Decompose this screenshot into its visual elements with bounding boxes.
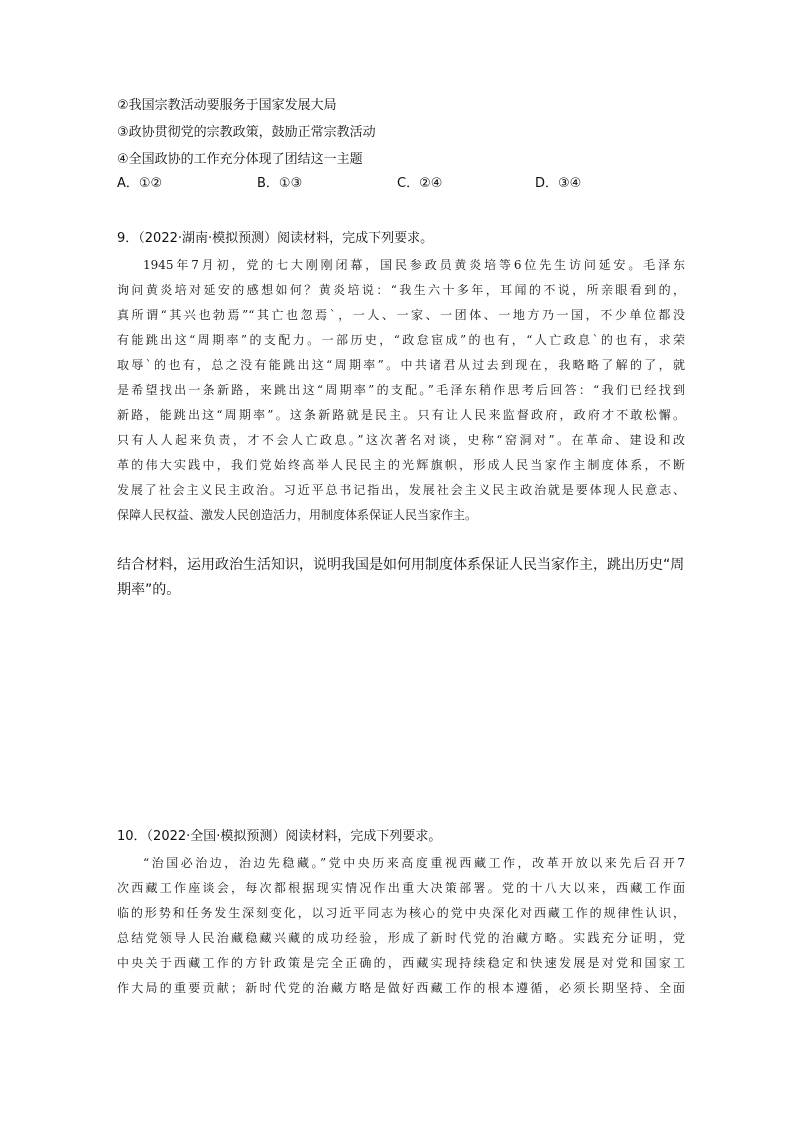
task-line: 结合材料，运用政治生活知识，说明我国是如何用制度体系保证人民当家作主，跳出历史“周	[117, 557, 685, 573]
material-line: 次西藏工作座谈会，每次都根据现实情况作出重大决策部署。党的十八大以来，西藏工作面	[117, 881, 685, 895]
material-line: 真所谓“其兴也勃焉”“其亡也忽焉`，一人、一家、一团体、一地方乃一国，不少单位都没	[117, 308, 685, 322]
choice-a: A．①②	[117, 176, 163, 191]
task-line: 期率”的。	[117, 582, 181, 598]
material-line: 只有人人起来负责，才不会人亡政息。”这次著名对谈，史称“窑洞对”。在革命、建设和改	[117, 433, 685, 447]
q10-material	[117, 851, 685, 1001]
q8-statement-3: ③政协贯彻党的宗教政策，鼓励正常宗教活动	[117, 125, 376, 140]
material-line: 保障人民权益、激发人民创造活力，用制度体系保证人民当家作主。	[117, 508, 478, 522]
material-line: 1945年7月初，党的七大刚刚闭幕，国民参政员黄炎培等6位先生访问延安。毛泽东	[143, 258, 685, 272]
choice-d: D．③④	[535, 176, 582, 191]
material-line: 新路，能跳出这“周期率”。这条新路就是民主。只有让人民来监督政府，政府才不敢松懈。	[117, 408, 685, 422]
q8-statement-4: ④全国政协的工作充分体现了团结这一主题	[117, 152, 363, 167]
material-line: 总结党领导人民治藏稳藏兴藏的成功经验，形成了新时代党的治藏方略。实践充分证明，党	[117, 931, 685, 945]
material-line: 发展了社会主义民主政治。习近平总书记指出，发展社会主义民主政治就是要体现人民意志、	[117, 483, 685, 497]
material-line: 询问黄炎培对延安的感想如何？黄炎培说：“我生六十多年，耳闻的不说，所亲眼看到的，	[117, 283, 685, 297]
q9-material	[117, 253, 685, 528]
q9-title: 9．（2022·湖南·模拟预测）阅读材料，完成下列要求。	[117, 231, 434, 246]
q8-statement-2: ②我国宗教活动要服务于国家发展大局	[117, 98, 337, 113]
material-line: 中央关于西藏工作的方针政策是完全正确的，西藏实现持续稳定和快速发展是对党和国家工	[117, 956, 685, 970]
material-line: 有能跳出这“周期率”的支配力。一部历史，“政怠宦成”的也有，“人亡政息`的也有，求荣	[117, 333, 685, 347]
q10-title: 10．（2022·全国·模拟预测）阅读材料，完成下列要求。	[117, 829, 442, 844]
material-line: 临的形势和任务发生深刻变化，以习近平同志为核心的党中央深化对西藏工作的规律性认识，	[117, 906, 685, 920]
material-line: 是希望找出一条新路，来跳出这“周期率”的支配。”毛泽东稍作思考后回答：“我们已经找到	[117, 383, 685, 397]
choice-b: B．①③	[257, 176, 303, 191]
choice-c: C．②④	[397, 176, 443, 191]
q9-task	[117, 553, 692, 603]
material-line: 作大局的重要贡献；新时代党的治藏方略是做好西藏工作的根本遵循，必须长期坚持、全面	[117, 981, 685, 995]
material-line: “治国必治边，治边先稳藏。”党中央历来高度重视西藏工作，改革开放以来先后召开7	[143, 856, 685, 870]
material-line: 取辱`的也有，总之没有能跳出这“周期率”。中共诸君从过去到现在，我略略了解的了，就	[117, 358, 685, 372]
material-line: 革的伟大实践中，我们党始终高举人民民主的光辉旗帜，形成人民当家作主制度体系，不断	[117, 458, 685, 472]
